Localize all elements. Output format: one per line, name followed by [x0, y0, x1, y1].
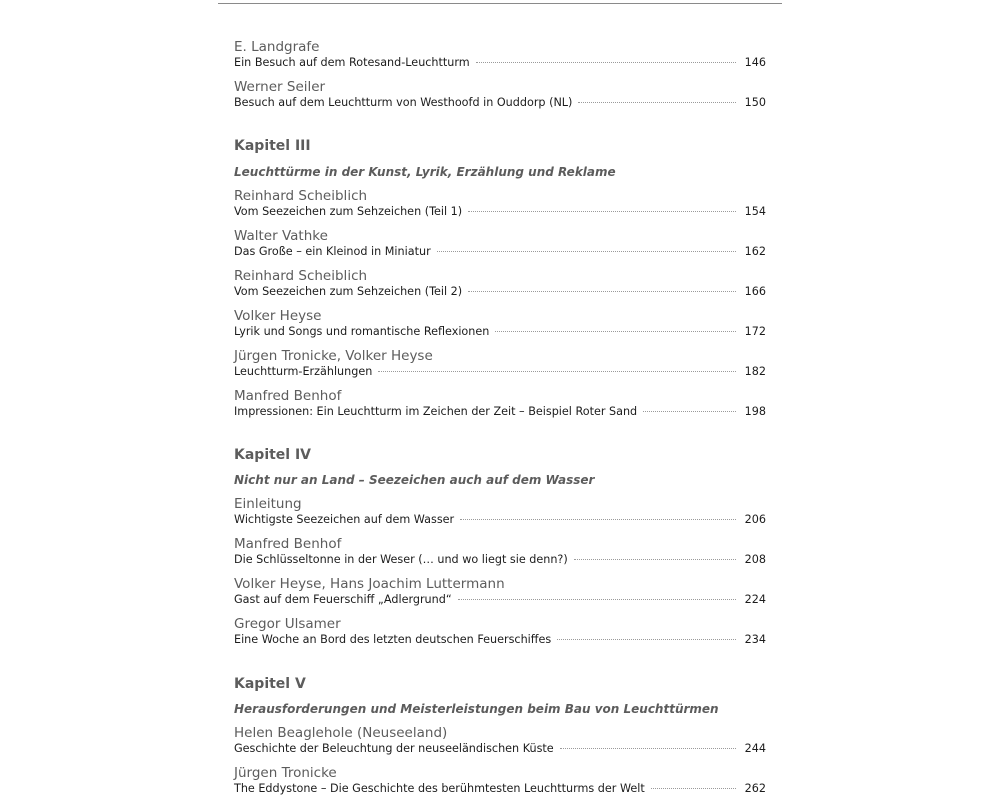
toc-author: Helen Beaglehole (Neuseeland) — [234, 725, 448, 741]
toc-entry[interactable] — [234, 348, 766, 384]
toc-page-number: 146 — [744, 56, 766, 69]
chapter-subtitle: Leuchttürme in der Kunst, Lyrik, Erzählung und Reklame — [234, 165, 616, 179]
toc-author: Walter Vathke — [234, 228, 328, 244]
toc-page-number: 162 — [744, 245, 766, 258]
dot-leader — [460, 519, 736, 520]
toc-page-number: 172 — [744, 325, 766, 338]
toc-entry[interactable] — [234, 308, 766, 344]
chapter-subtitle: Herausforderungen und Meisterleistungen beim Bau von Leuchttürmen — [234, 702, 719, 716]
chapter-heading: Kapitel V — [234, 676, 306, 692]
toc-title: Leuchtturm-Erzählungen — [234, 365, 373, 378]
toc-entry[interactable] — [234, 268, 766, 304]
dot-leader — [468, 211, 736, 212]
toc-author: Werner Seiler — [234, 79, 326, 95]
toc-entry[interactable] — [234, 765, 766, 801]
toc-page-number: 234 — [744, 633, 766, 646]
toc-title: Das Große – ein Kleinod in Miniatur — [234, 245, 431, 258]
toc-title: Eine Woche an Bord des letzten deutschen Feuerschiffes — [234, 633, 552, 646]
toc-author: Reinhard Scheiblich — [234, 268, 368, 284]
dot-leader — [560, 748, 736, 749]
toc-title: Vom Seezeichen zum Sehzeichen (Teil 2) — [234, 285, 463, 298]
dot-leader — [578, 102, 736, 103]
chapter-heading: Kapitel IV — [234, 447, 312, 463]
toc-entry[interactable] — [234, 496, 766, 532]
toc-title: Ein Besuch auf dem Rotesand-Leuchtturm — [234, 56, 470, 69]
toc-entry[interactable] — [234, 616, 766, 652]
dot-leader — [437, 251, 736, 252]
toc-author: Manfred Benhof — [234, 388, 342, 404]
toc-author: Volker Heyse, Hans Joachim Luttermann — [234, 576, 505, 592]
toc-author: E. Landgrafe — [234, 39, 320, 55]
toc-entry[interactable] — [234, 228, 766, 264]
dot-leader — [458, 599, 736, 600]
toc-page-number: 208 — [744, 553, 766, 566]
toc-author: Jürgen Tronicke, Volker Heyse — [234, 348, 433, 364]
toc-entry[interactable] — [234, 79, 766, 115]
toc-entry[interactable] — [234, 39, 766, 75]
top-rule — [218, 3, 782, 4]
toc-title: Vom Seezeichen zum Sehzeichen (Teil 1) — [234, 205, 463, 218]
toc-entry[interactable] — [234, 536, 766, 572]
toc-page-number: 166 — [744, 285, 766, 298]
toc-author: Einleitung — [234, 496, 302, 512]
toc-page-number: 182 — [744, 365, 766, 378]
toc-entry[interactable] — [234, 576, 766, 612]
dot-leader — [574, 559, 736, 560]
toc-author: Gregor Ulsamer — [234, 616, 341, 632]
chapter-subtitle: Nicht nur an Land – Seezeichen auch auf dem Wasser — [234, 473, 595, 487]
toc-title: Geschichte der Beleuchtung der neuseeländischen Küste — [234, 742, 554, 755]
toc-entry[interactable] — [234, 725, 766, 761]
dot-leader — [643, 411, 736, 412]
toc-title: Impressionen: Ein Leuchtturm im Zeichen der Zeit – Beispiel Roter Sand — [234, 405, 638, 418]
toc-page-number: 150 — [744, 96, 766, 109]
toc-entry[interactable] — [234, 188, 766, 224]
dot-leader — [651, 788, 736, 789]
toc-page-number: 262 — [744, 782, 766, 795]
toc-page-number: 154 — [744, 205, 766, 218]
toc-author: Manfred Benhof — [234, 536, 342, 552]
toc-title: The Eddystone – Die Geschichte des berühmtesten Leuchtturms der Welt — [234, 782, 645, 795]
toc-page-number: 206 — [744, 513, 766, 526]
toc-title: Die Schlüsseltonne in der Weser (… und wo liegt sie denn?) — [234, 553, 568, 566]
toc-title: Gast auf dem Feuerschiff „Adlergrund“ — [234, 593, 452, 606]
dot-leader — [495, 331, 736, 332]
chapter-heading: Kapitel III — [234, 138, 311, 154]
dot-leader — [468, 291, 736, 292]
toc-title: Besuch auf dem Leuchtturm von Westhoofd in Ouddorp (NL) — [234, 96, 573, 109]
dot-leader — [378, 371, 736, 372]
toc-author: Jürgen Tronicke — [234, 765, 337, 781]
toc-title: Lyrik und Songs und romantische Reflexionen — [234, 325, 490, 338]
toc-page-number: 224 — [744, 593, 766, 606]
toc-entry[interactable] — [234, 388, 766, 424]
toc-author: Volker Heyse — [234, 308, 322, 324]
dot-leader — [557, 639, 736, 640]
toc-page-number: 198 — [744, 405, 766, 418]
dot-leader — [476, 62, 736, 63]
toc-title: Wichtigste Seezeichen auf dem Wasser — [234, 513, 455, 526]
toc-author: Reinhard Scheiblich — [234, 188, 368, 204]
toc-page-number: 244 — [744, 742, 766, 755]
